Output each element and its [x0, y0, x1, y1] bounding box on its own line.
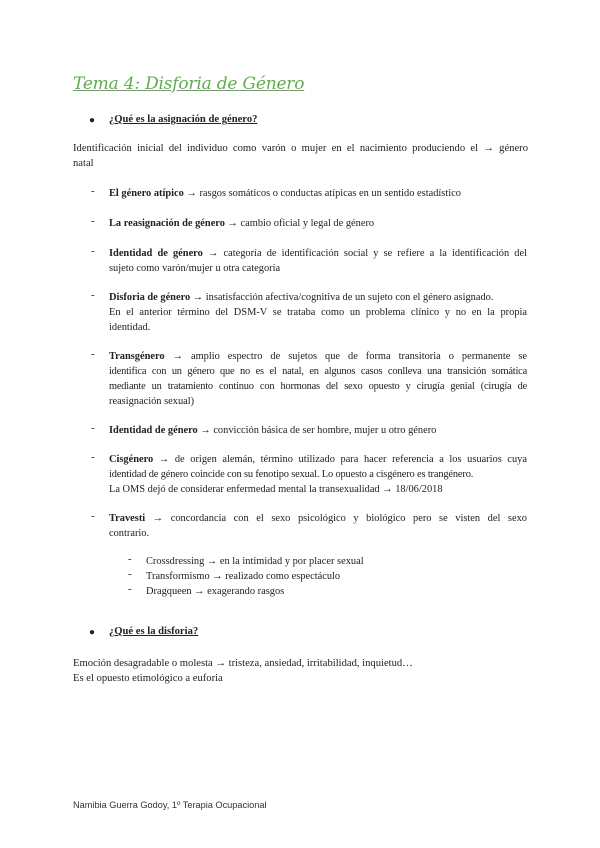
dash-marker: - [128, 569, 132, 580]
body-text: Es el opuesto etimológico a euforia [73, 673, 223, 684]
intro-text: natal [73, 158, 94, 169]
dash-marker: - [91, 349, 95, 360]
page-title: Tema 4: Disforia de Género [73, 74, 305, 94]
item-text: → cambio oficial y legal de género [227, 218, 375, 229]
item-line: reasignación sexual) [109, 396, 195, 407]
dash-marker: - [91, 216, 95, 227]
item-line: mediante un tratamiento continuo con hormonas del sexo opuesto y cirugía genial (cirugía de [109, 381, 527, 392]
dash-marker: - [91, 511, 95, 522]
body-text: Emoción desagradable o molesta → tristeza, ansiedad, irritabilidad, inquietud… [73, 658, 413, 669]
item-line: En el anterior término del DSM-V se trataba como un problema clínico y no en la propia [109, 307, 527, 318]
list-item [109, 452, 527, 497]
list-item [109, 186, 527, 201]
dash-marker: - [91, 246, 95, 257]
dash-marker: - [91, 452, 95, 463]
list-item [109, 423, 527, 438]
item-text: → concordancia con el sexo psicológico y biológico pero se visten del sexo [152, 513, 527, 524]
item-text: → convicción básica de ser hombre, mujer u otro género [200, 425, 437, 436]
list-item [109, 511, 527, 541]
item-text: → de origen alemán, término utilizado para hacer referencia a los usuarios cuya [158, 454, 527, 465]
section-question: ¿Qué es la disforia? [109, 626, 199, 637]
item-term: Travesti [109, 513, 146, 524]
dash-marker: - [91, 290, 95, 301]
dash-marker: - [128, 584, 132, 595]
item-term: Identidad de género [109, 248, 203, 259]
intro-text: Identificación inicial del individuo como varón o mujer en el nacimiento produciendo el → género [73, 143, 528, 154]
bullet-dot: ● [89, 115, 96, 126]
list-item [109, 349, 527, 409]
item-line: identifica con un género que no es el natal, en algunos casos conlleva una transición somática [109, 366, 527, 377]
bullet-dot: ● [89, 627, 96, 638]
item-line: identidad de género coincide con su fenotipo sexual. Lo opuesto a cisgénero es trangénero. [109, 469, 474, 480]
sub-list-item: Dragqueen → exagerando rasgos [146, 586, 285, 597]
dash-marker: - [128, 554, 132, 565]
sub-list-item: Transformismo → realizado como espectáculo [146, 571, 341, 582]
dash-marker: - [91, 423, 95, 434]
item-text: → rasgos somáticos o conductas atípicas en un sentido estadístico [186, 188, 461, 199]
section-question: ¿Qué es la asignación de género? [109, 114, 258, 125]
list-item [109, 290, 527, 335]
list-item [109, 216, 527, 231]
item-line: La OMS dejó de considerar enfermedad mental la transexualidad → 18/06/2018 [109, 484, 443, 495]
item-text: → amplio espectro de sujetos que de forma transitoria o permanente se [172, 351, 527, 362]
item-text: → categoría de identificación social y se refiere a la identificación del [207, 248, 527, 259]
item-term: Disforia de género [109, 292, 191, 303]
item-text: → insatisfacción afectiva/cognitiva de un sujeto con el género asignado. [192, 292, 494, 303]
dash-marker: - [91, 186, 95, 197]
item-term: La reasignación de género [109, 218, 225, 229]
page-footer: Namibia Guerra Godoy, 1º Terapia Ocupacional [73, 800, 267, 810]
item-term: Transgénero [109, 351, 165, 362]
item-line: contrario. [109, 528, 150, 539]
sub-list-item: Crossdressing → en la intimidad y por placer sexual [146, 556, 364, 567]
item-line: identidad. [109, 322, 151, 333]
item-term: Cisgénero [109, 454, 154, 465]
list-item [109, 246, 527, 276]
item-line: sujeto como varón/mujer u otra categoría [109, 263, 281, 274]
item-term: El género atípico [109, 188, 184, 199]
item-term: Identidad de género [109, 425, 198, 436]
